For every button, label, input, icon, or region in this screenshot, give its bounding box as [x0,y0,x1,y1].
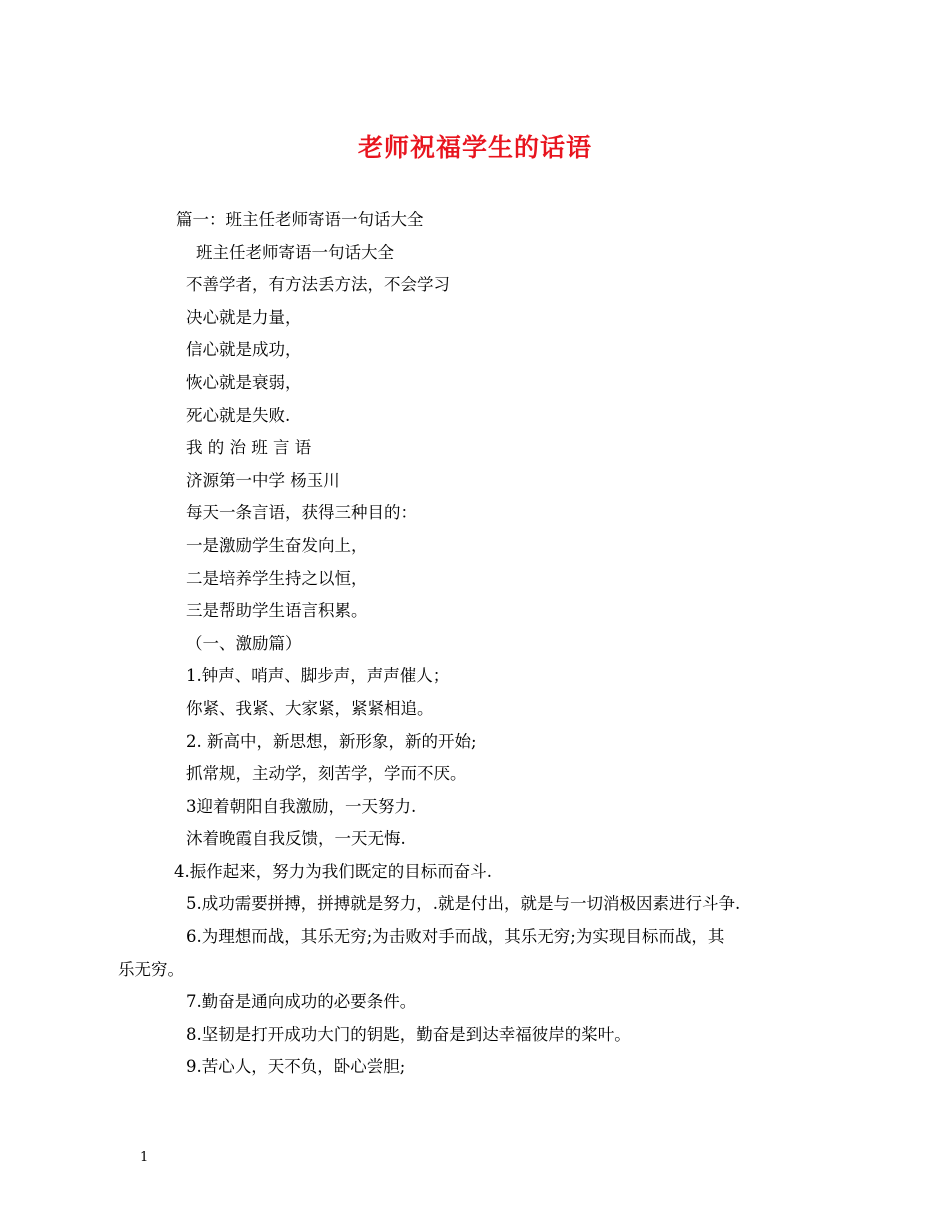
body-line: 1.钟声、哨声、脚步声，声声催人； [186,666,450,686]
body-line: 恢心就是衰弱， [186,372,302,392]
body-line: 一是激励学生奋发向上， [186,535,368,555]
body-line: 8.坚韧是打开成功大门的钥匙，勤奋是到达幸福彼岸的桨叶。 [186,1024,631,1044]
body-line: 死心就是失败. [186,405,291,425]
document-body [118,204,818,1084]
page-number: 1 [140,1150,149,1165]
document-title: 老师祝福学生的话语 [357,133,592,162]
body-line: 信心就是成功， [186,340,302,360]
body-line: 济源第一中学 杨玉川 [186,470,340,490]
body-line: 4.振作起来，努力为我们既定的目标而奋斗. [174,861,492,881]
body-line: 7.勤奋是通向成功的必要条件。 [186,992,417,1012]
body-line: 2. 新高中，新思想，新形象，新的开始; [186,731,477,751]
body-line: 不善学者，有方法丢方法，不会学习 [186,275,450,295]
body-line: 每天一条言语，获得三种目的： [186,503,417,523]
body-line: 乐无穷。 [118,959,184,979]
body-line: 3迎着朝阳自我激励，一天努力. [186,796,417,816]
body-line: （一、激励篇） [186,633,302,653]
body-line: 抓常规，主动学，刻苦学，学而不厌。 [186,764,467,784]
body-line: 三是帮助学生语言积累。 [186,601,368,621]
body-line: 二是培养学生持之以恒， [186,568,368,588]
body-line: 决心就是力量， [186,307,302,327]
body-line: 9.苦心人，天不负，卧心尝胆; [186,1057,406,1077]
body-line: 你紧、我紧、大家紧，紧紧相追。 [186,698,434,718]
body-line: 5.成功需要拼搏，拼搏就是努力，.就是付出，就是与一切消极因素进行斗争. [186,894,741,914]
subheading: 班主任老师寄语一句话大全 [196,242,394,262]
body-line: 6.为理想而战，其乐无穷;为击败对手而战，其乐无穷;为实现目标而战，其 [186,927,725,947]
body-line: 沐着晚霞自我反馈，一天无悔. [186,829,406,849]
body-line: 我 的 治 班 言 语 [186,438,312,458]
section-heading: 篇一：班主任老师寄语一句话大全 [176,210,424,229]
